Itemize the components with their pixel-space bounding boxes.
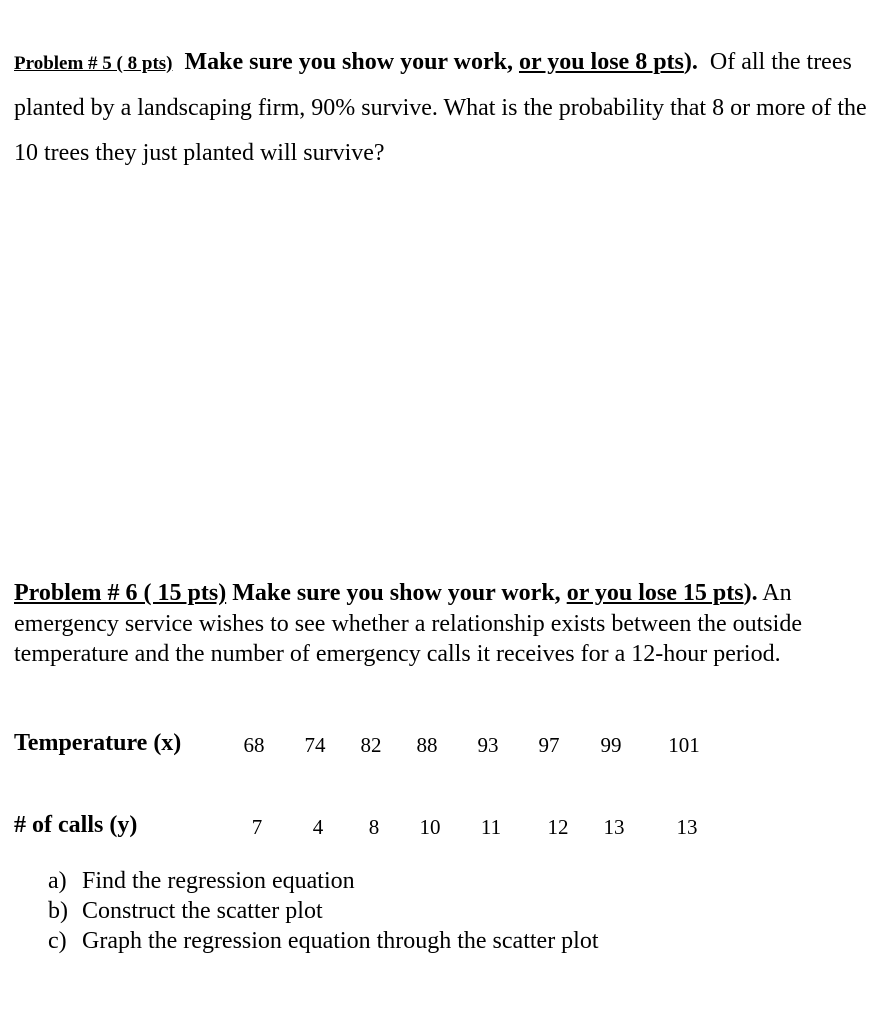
x-value: 93 — [477, 733, 499, 757]
calls-row-label: # of calls (y) — [14, 812, 138, 838]
problem-5-instruction: Make sure you show your work, or you lose 8 pts). — [184, 49, 698, 75]
problem-6-penalty: or you lose 15 pts — [566, 580, 744, 606]
y-value: 10 — [419, 815, 441, 839]
task-item — [48, 926, 599, 956]
problem-5-label: Problem # 5 ( 8 pts) — [14, 53, 173, 74]
x-value: 74 — [304, 733, 326, 757]
y-value: 11 — [480, 815, 502, 839]
task-text: Construct the scatter plot — [82, 898, 323, 924]
problem-5 — [14, 40, 880, 176]
task-item — [48, 866, 599, 896]
task-list — [48, 866, 599, 956]
task-marker: a) — [48, 868, 67, 894]
x-value: 101 — [668, 733, 700, 757]
problem-6-label: Problem # 6 ( 15 pts) — [14, 580, 227, 606]
task-text: Find the regression equation — [82, 868, 355, 894]
x-value: 82 — [360, 733, 382, 757]
problem-5-body: Of all the trees planted by a landscaping firm, 90% survive. What is the probability that 8 or more of the 10 trees they just planted will survive? — [14, 49, 867, 166]
problem-6-body: An emergency service wishes to see whether a relationship exists between the outside temperature and the number of emergency calls it receives for a 12-hour period. — [14, 580, 802, 667]
y-value: 13 — [603, 815, 625, 839]
problem-5-penalty: or you lose 8 pts — [518, 49, 684, 75]
y-value: 12 — [547, 815, 569, 839]
task-item — [48, 896, 599, 926]
x-value: 99 — [600, 733, 622, 757]
temperature-row-label: Temperature (x) — [14, 730, 182, 756]
y-value: 4 — [312, 815, 324, 839]
y-value: 13 — [676, 815, 698, 839]
task-marker: c) — [48, 928, 67, 954]
y-value: 7 — [251, 815, 263, 839]
task-marker: b) — [48, 898, 68, 924]
problem-6 — [14, 578, 880, 670]
x-value: 88 — [416, 733, 438, 757]
x-value: 97 — [538, 733, 560, 757]
x-value: 68 — [243, 733, 265, 757]
problem-6-instruction: Make sure you show your work, or you lose 15 pts). — [232, 580, 758, 606]
task-text: Graph the regression equation through the scatter plot — [82, 928, 599, 954]
y-value: 8 — [368, 815, 380, 839]
